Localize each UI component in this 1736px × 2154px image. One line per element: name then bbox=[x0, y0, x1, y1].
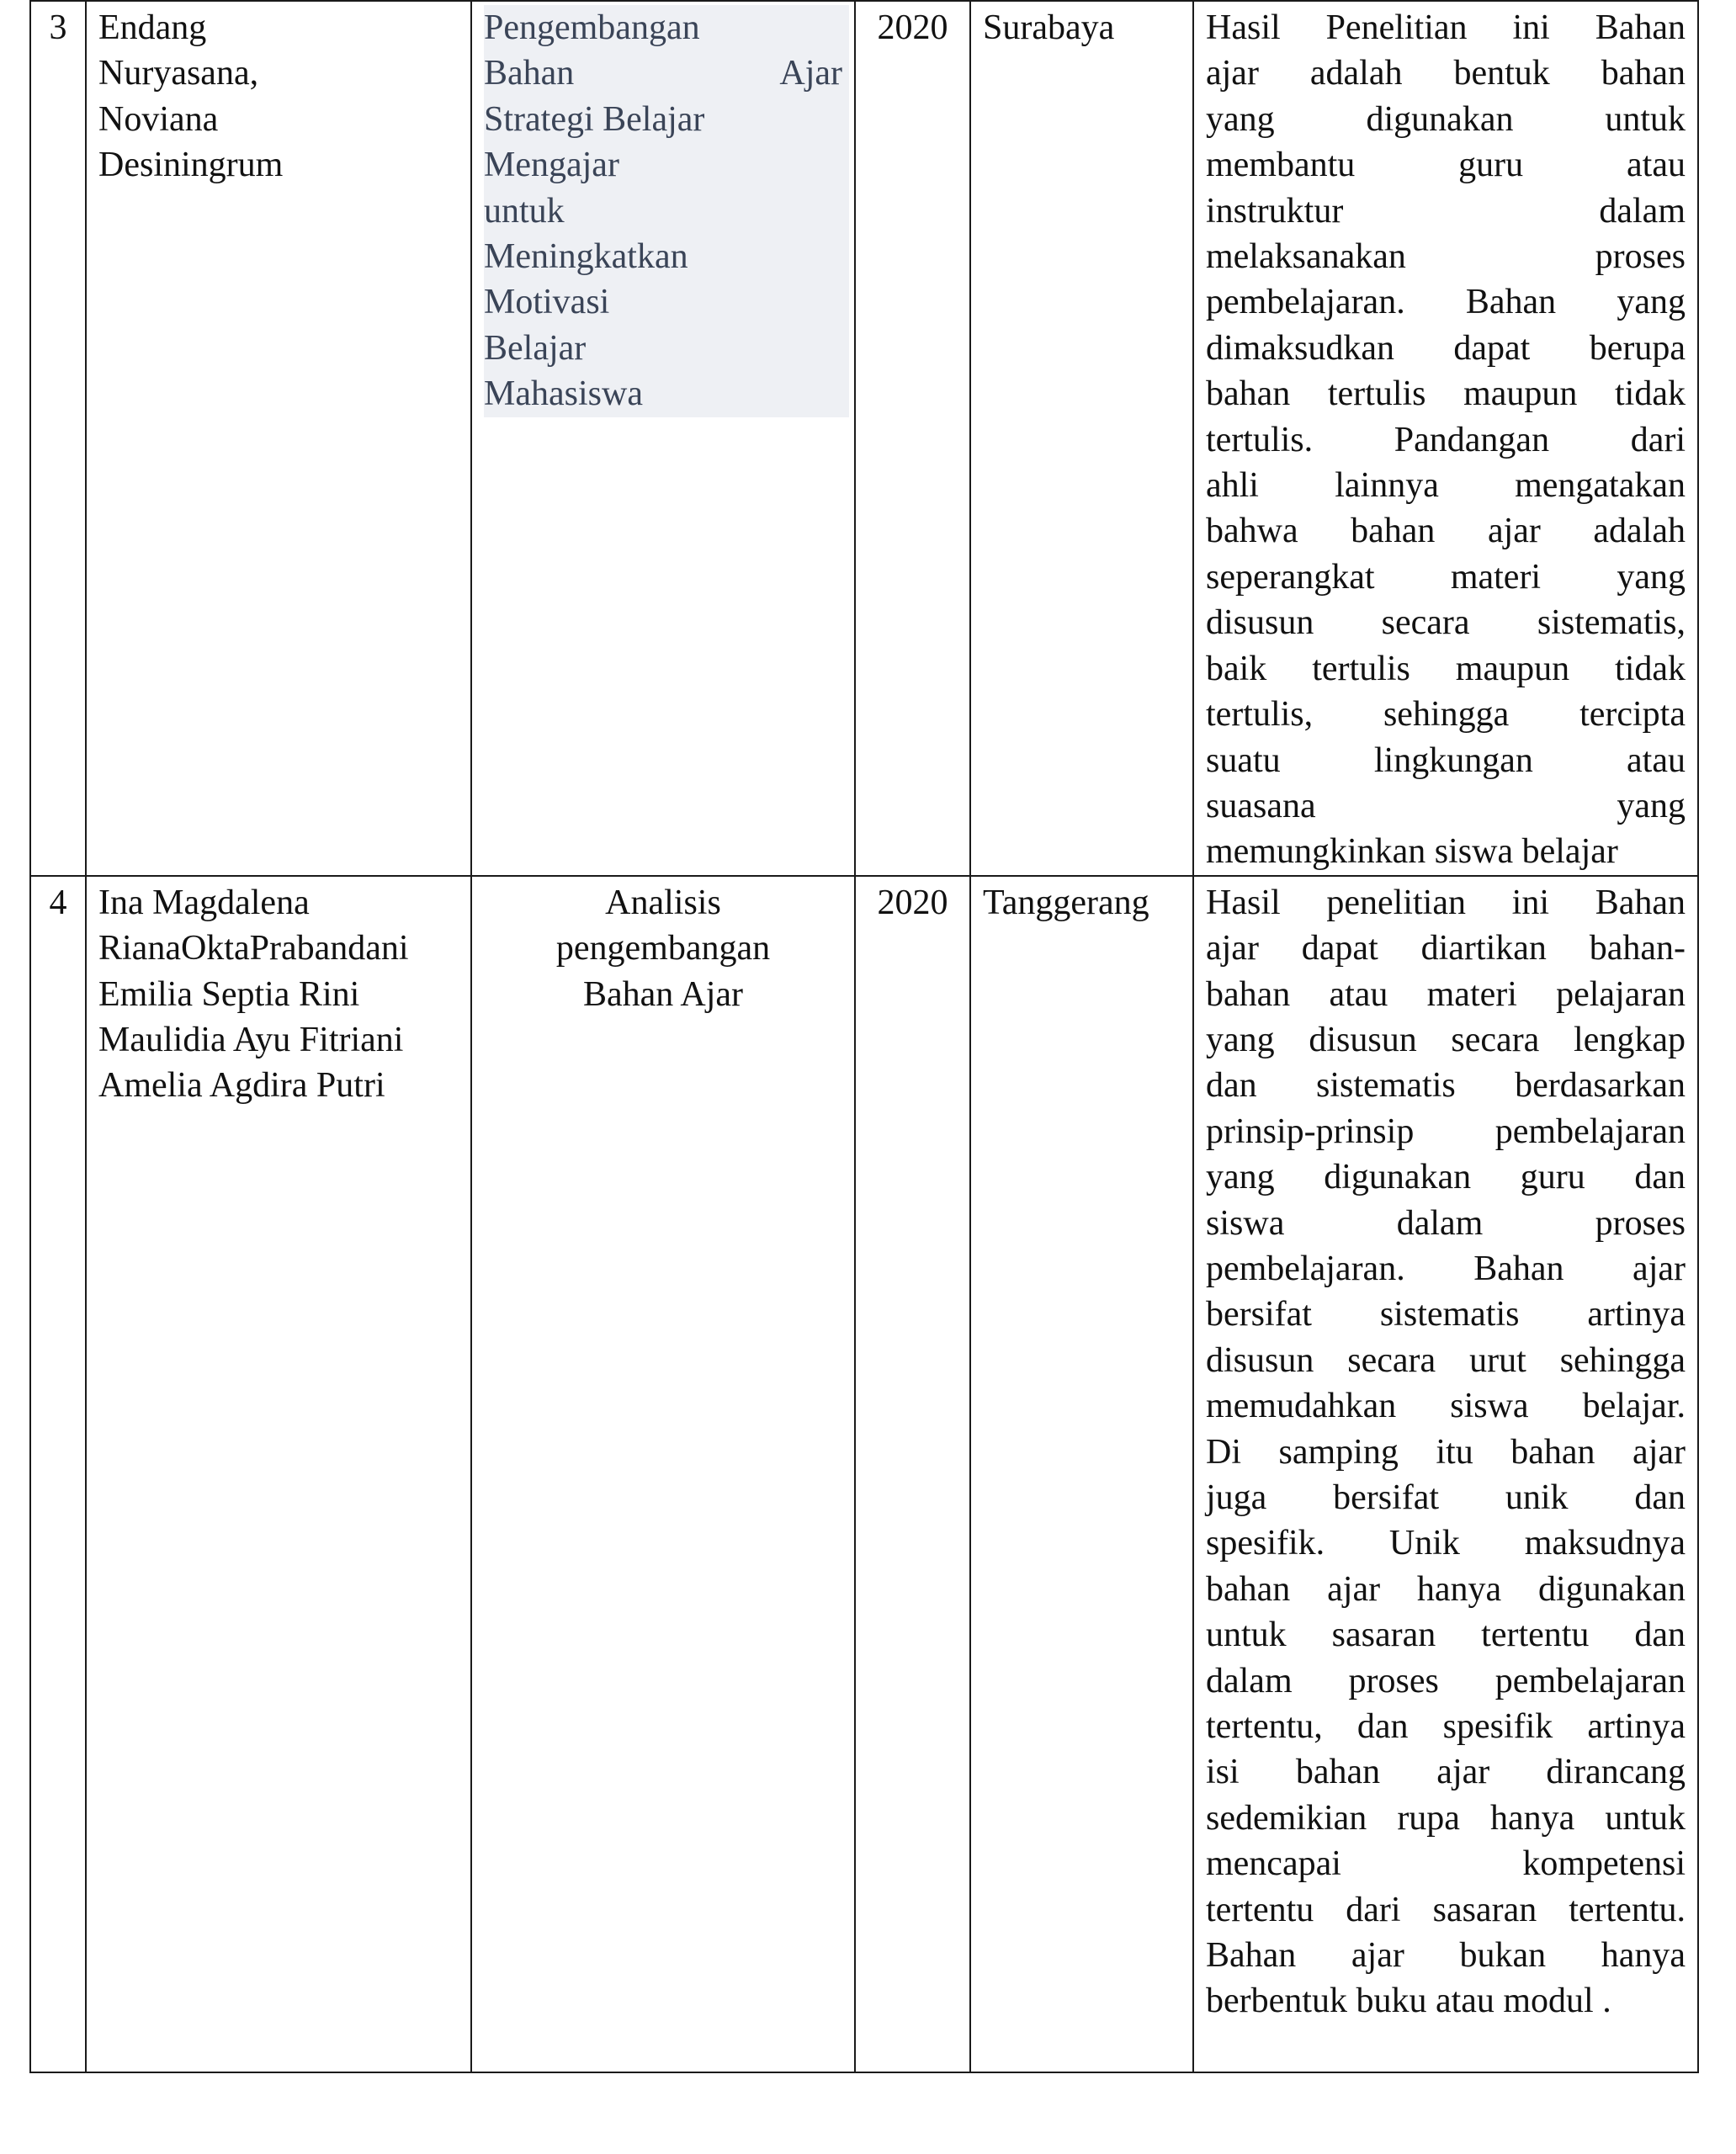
result-line: isi bahan ajar dirancang bbox=[1206, 1753, 1686, 1792]
result-line: bahwa bahan ajar adalah bbox=[1206, 512, 1686, 551]
result-line: disusun secara urut sehingga bbox=[1206, 1340, 1686, 1380]
result-line: Di samping itu bahan ajar bbox=[1206, 1432, 1686, 1472]
result-line: suasana yang bbox=[1206, 786, 1686, 825]
author-line: Emilia Septia Rini bbox=[98, 974, 360, 1014]
highlighted-title bbox=[484, 5, 849, 417]
result-line: suatu lingkungan atau bbox=[1206, 740, 1686, 780]
title-line: Pengembangan bbox=[484, 8, 700, 47]
result-line: juga bersifat unik dan bbox=[1206, 1478, 1686, 1517]
result-line: disusun secara sistematis, bbox=[1206, 603, 1686, 643]
result-line: instruktur dalam bbox=[1206, 191, 1686, 231]
result-line: pembelajaran. Bahan ajar bbox=[1206, 1249, 1686, 1288]
title-line: Mengajar bbox=[484, 146, 619, 185]
result-line: yang disusun secara lengkap bbox=[1206, 1020, 1686, 1059]
result-line: melaksanakan proses bbox=[1206, 237, 1686, 277]
year-cell bbox=[855, 1, 970, 876]
result-line: berbentuk buku atau modul . bbox=[1206, 1982, 1611, 2021]
year: 2020 bbox=[877, 883, 948, 922]
result-line: ajar dapat diartikan bahan- bbox=[1206, 929, 1686, 968]
result-line: ajar adalah bentuk bahan bbox=[1206, 54, 1686, 93]
title-line: Motivasi bbox=[484, 283, 610, 322]
year: 2020 bbox=[877, 8, 948, 47]
result-line: untuk sasaran tertentu dan bbox=[1206, 1616, 1686, 1655]
result-line: dan sistematis berdasarkan bbox=[1206, 1066, 1686, 1106]
literature-review-table bbox=[29, 0, 1699, 2073]
result-line: bahan ajar hanya digunakan bbox=[1206, 1569, 1686, 1609]
author-line: Noviana bbox=[98, 99, 219, 139]
title-line: pengembangan bbox=[555, 929, 771, 968]
result-line: bahan tertulis maupun tidak bbox=[1206, 374, 1686, 414]
row-number: 3 bbox=[49, 8, 67, 47]
result-line: spesifik. Unik maksudnya bbox=[1206, 1524, 1686, 1563]
title-line: Meningkatkan bbox=[484, 237, 688, 277]
result-line: seperangkat materi yang bbox=[1206, 557, 1686, 597]
result-line: tertentu, dan spesifik artinya bbox=[1206, 1707, 1686, 1747]
title-line: untuk bbox=[484, 191, 565, 231]
row-number: 4 bbox=[49, 883, 67, 922]
row-number-cell bbox=[30, 876, 86, 2072]
author-line: Desiningrum bbox=[98, 146, 284, 185]
result-line: Hasil penelitian ini Bahan bbox=[1206, 883, 1686, 922]
result-line: bahan atau materi pelajaran bbox=[1206, 974, 1686, 1014]
table-row-3 bbox=[30, 1, 1698, 876]
author-line: RianaOktaPrabandani bbox=[98, 929, 409, 968]
city: Surabaya bbox=[983, 8, 1115, 47]
author-line: Nuryasana, bbox=[98, 54, 259, 93]
result-line: memungkinkan siswa belajar bbox=[1206, 832, 1618, 872]
result-line: yang digunakan untuk bbox=[1206, 99, 1686, 139]
year-cell bbox=[855, 876, 970, 2072]
result-line: pembelajaran. Bahan yang bbox=[1206, 283, 1686, 322]
result-line: memudahkan siswa belajar. bbox=[1206, 1387, 1686, 1426]
authors-cell bbox=[86, 1, 471, 876]
table-row-4 bbox=[30, 876, 1698, 2072]
authors-cell bbox=[86, 876, 471, 2072]
title-cell bbox=[471, 876, 855, 2072]
result-line: membantu guru atau bbox=[1206, 146, 1686, 185]
result-line: siswa dalam proses bbox=[1206, 1203, 1686, 1243]
result-line: prinsip-prinsip pembelajaran bbox=[1206, 1111, 1686, 1151]
author-line: Endang bbox=[98, 8, 207, 47]
row-number-cell bbox=[30, 1, 86, 876]
title-cell bbox=[471, 1, 855, 876]
result-line: Bahan ajar bukan hanya bbox=[1206, 1936, 1686, 1976]
result-line: sedemikian rupa hanya untuk bbox=[1206, 1798, 1686, 1838]
result-cell bbox=[1193, 876, 1698, 2072]
result-cell bbox=[1193, 1, 1698, 876]
result-line: baik tertulis maupun tidak bbox=[1206, 649, 1686, 688]
title-line: Belajar bbox=[484, 328, 587, 368]
result-line: mencapai kompetensi bbox=[1206, 1844, 1686, 1884]
city-cell bbox=[970, 876, 1193, 2072]
result-line: yang digunakan guru dan bbox=[1206, 1158, 1686, 1197]
title-line: Strategi Belajar bbox=[484, 99, 705, 139]
author-line: Ina Magdalena bbox=[98, 883, 310, 922]
title-line: Analisis bbox=[605, 883, 721, 922]
city: Tanggerang bbox=[983, 883, 1149, 922]
result-line: bersifat sistematis artinya bbox=[1206, 1295, 1686, 1334]
city-cell bbox=[970, 1, 1193, 876]
result-line: Hasil Penelitian ini Bahan bbox=[1206, 8, 1686, 47]
title-line: Mahasiswa bbox=[484, 374, 643, 414]
result-line: tertulis, sehingga tercipta bbox=[1206, 695, 1686, 735]
result-line: tertulis. Pandangan dari bbox=[1206, 420, 1686, 459]
result-line: dimaksudkan dapat berupa bbox=[1206, 328, 1686, 368]
result-line: ahli lainnya mengatakan bbox=[1206, 466, 1686, 506]
result-line: tertentu dari sasaran tertentu. bbox=[1206, 1890, 1686, 1929]
title-line: Bahan Ajar bbox=[582, 974, 744, 1014]
author-line: Amelia Agdira Putri bbox=[98, 1066, 385, 1106]
result-line: dalam proses pembelajaran bbox=[1206, 1661, 1686, 1700]
author-line: Maulidia Ayu Fitriani bbox=[98, 1020, 404, 1059]
title-line: Bahan Ajar bbox=[484, 54, 842, 93]
